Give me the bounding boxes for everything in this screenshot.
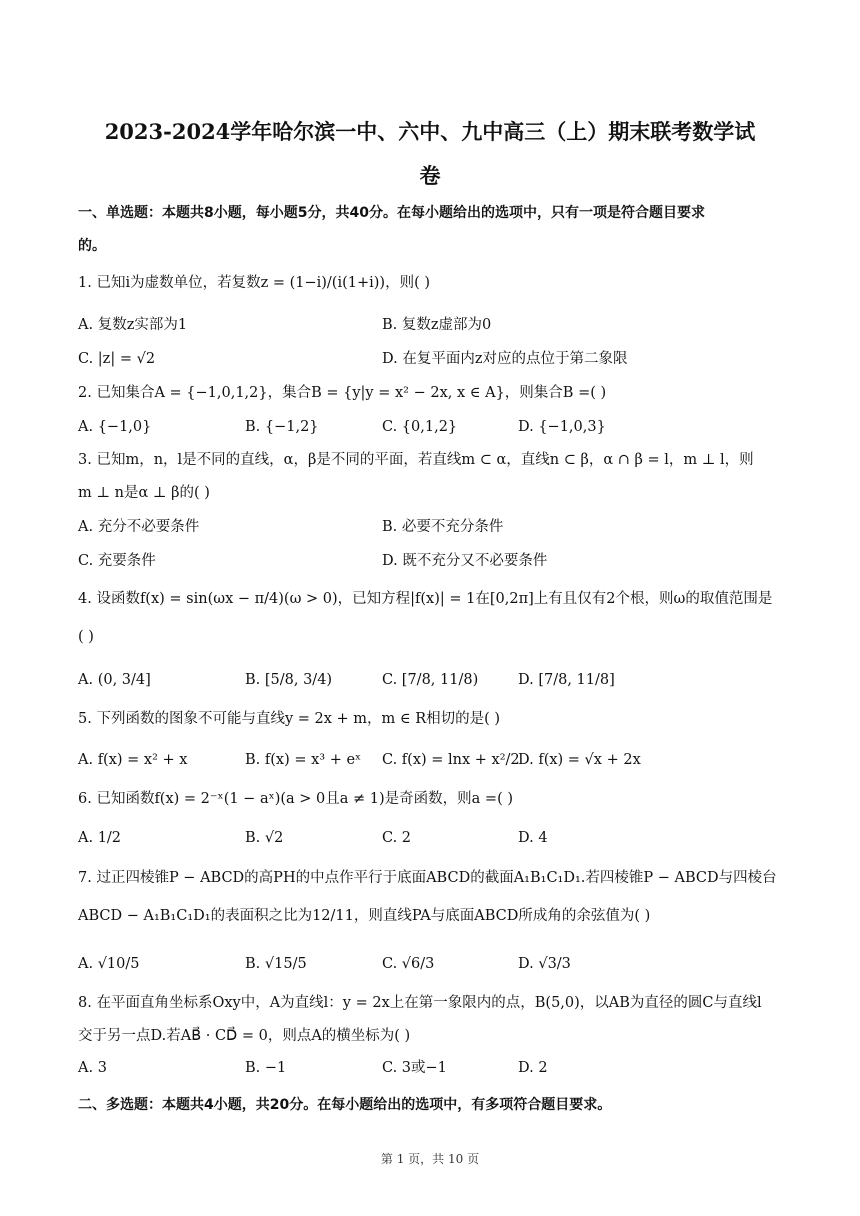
question-2-option-c: C. {0,1,2} xyxy=(382,419,458,435)
question-4-option-b: B. [5/8, 3/4) xyxy=(245,672,333,688)
question-1-stem: 1. 已知i为虚数单位，若复数z = (1−i)/(i(1+i))，则( ) xyxy=(78,275,430,291)
question-3-option-d: D. 既不充分又不必要条件 xyxy=(382,553,548,569)
question-5-stem: 5. 下列函数的图象不可能与直线y = 2x + m，m ∈ R相切的是( ) xyxy=(78,711,501,727)
section-heading-multi-choice: 二、多选题：本题共4小题，共20分。在每小题给出的选项中，有多项符合题目要求。 xyxy=(78,1097,612,1113)
question-1-option-d: D. 在复平面内z对应的点位于第二象限 xyxy=(382,351,628,367)
page-footer: 第 1 页，共 10 页 xyxy=(380,1152,480,1166)
question-2-option-d: D. {−1,0,3} xyxy=(518,419,606,435)
question-7-option-d: D. √3/3 xyxy=(518,956,571,972)
question-5-option-c: C. f(x) = lnx + x²/2 xyxy=(382,752,520,768)
question-3-stem: 3. 已知m，n，l是不同的直线，α，β是不同的平面，若直线m ⊂ α，直线n ⊂ β，α ∩ β = l，m ⊥ l，则 xyxy=(78,452,754,468)
section-heading-single-choice: 一、单选题：本题共8小题，每小题5分，共40分。在每小题给出的选项中，只有一项是符合题目要求 xyxy=(78,205,705,221)
question-7-option-b: B. √15/5 xyxy=(245,956,307,972)
question-5-option-d: D. f(x) = √x + 2x xyxy=(518,752,641,768)
question-3-stem-cont: m ⊥ n是α ⊥ β的( ) xyxy=(78,485,210,501)
question-6-option-b: B. √2 xyxy=(245,830,284,846)
question-1-option-b: B. 复数z虚部为0 xyxy=(382,317,492,333)
question-6-option-d: D. 4 xyxy=(518,830,548,846)
question-8-option-b: B. −1 xyxy=(245,1060,287,1076)
question-5-option-a: A. f(x) = x² + x xyxy=(78,752,188,768)
question-5-option-b: B. f(x) = x³ + eˣ xyxy=(245,752,362,768)
question-3-option-b: B. 必要不充分条件 xyxy=(382,519,504,535)
question-6-option-c: C. 2 xyxy=(382,830,412,846)
question-4-option-a: A. (0, 3/4] xyxy=(78,672,151,688)
page-title: 2023-2024学年哈尔滨一中、六中、九中高三（上）期末联考数学试 xyxy=(104,119,756,144)
question-7-stem: 7. 过正四棱锥P − ABCD的高PH的中点作平行于底面ABCD的截面A₁B₁C₁D₁.若四棱锥P − ABCD与四棱台 xyxy=(78,870,777,886)
question-4-stem-cont: ( ) xyxy=(78,629,94,645)
question-8-stem: 8. 在平面直角坐标系Oxy中，A为直线l：y = 2x上在第一象限内的点，B(5,0)，以AB为直径的圆C与直线l xyxy=(78,995,762,1011)
question-7-option-a: A. √10/5 xyxy=(78,956,140,972)
question-6-option-a: A. 1/2 xyxy=(78,830,122,846)
question-1-option-a: A. 复数z实部为1 xyxy=(78,317,188,333)
page-title-continued: 卷 xyxy=(419,163,441,188)
question-7-stem-cont: ABCD − A₁B₁C₁D₁的表面积之比为12/11，则直线PA与底面ABCD所成角的余弦值为( ) xyxy=(78,908,651,924)
question-8-option-d: D. 2 xyxy=(518,1060,548,1076)
question-6-stem: 6. 已知函数f(x) = 2⁻ˣ(1 − aˣ)(a > 0且a ≠ 1)是奇函数，则a =( ) xyxy=(78,791,514,807)
question-8-option-c: C. 3或−1 xyxy=(382,1060,447,1076)
question-1-option-c: C. |z| = √2 xyxy=(78,351,156,367)
question-4-option-c: C. [7/8, 11/8) xyxy=(382,672,479,688)
question-3-option-a: A. 充分不必要条件 xyxy=(78,519,200,535)
question-8-option-a: A. 3 xyxy=(78,1060,107,1076)
question-7-option-c: C. √6/3 xyxy=(382,956,435,972)
question-2-option-b: B. {−1,2} xyxy=(245,419,319,435)
question-4-option-d: D. [7/8, 11/8] xyxy=(518,672,615,688)
question-3-option-c: C. 充要条件 xyxy=(78,553,156,569)
section-heading-single-choice-cont: 的。 xyxy=(78,238,106,254)
question-2-option-a: A. {−1,0} xyxy=(78,419,152,435)
question-2-stem: 2. 已知集合A = {−1,0,1,2}，集合B = {y|y = x² − 2x, x ∈ A}，则集合B =( ) xyxy=(78,385,607,401)
question-8-stem-cont: 交于另一点D.若AB⃗ · CD⃗ = 0，则点A的横坐标为( ) xyxy=(78,1028,411,1044)
question-4-stem: 4. 设函数f(x) = sin(ωx − π/4)(ω > 0)，已知方程|f(x)| = 1在[0,2π]上有且仅有2个根，则ω的取值范围是 xyxy=(78,591,773,607)
